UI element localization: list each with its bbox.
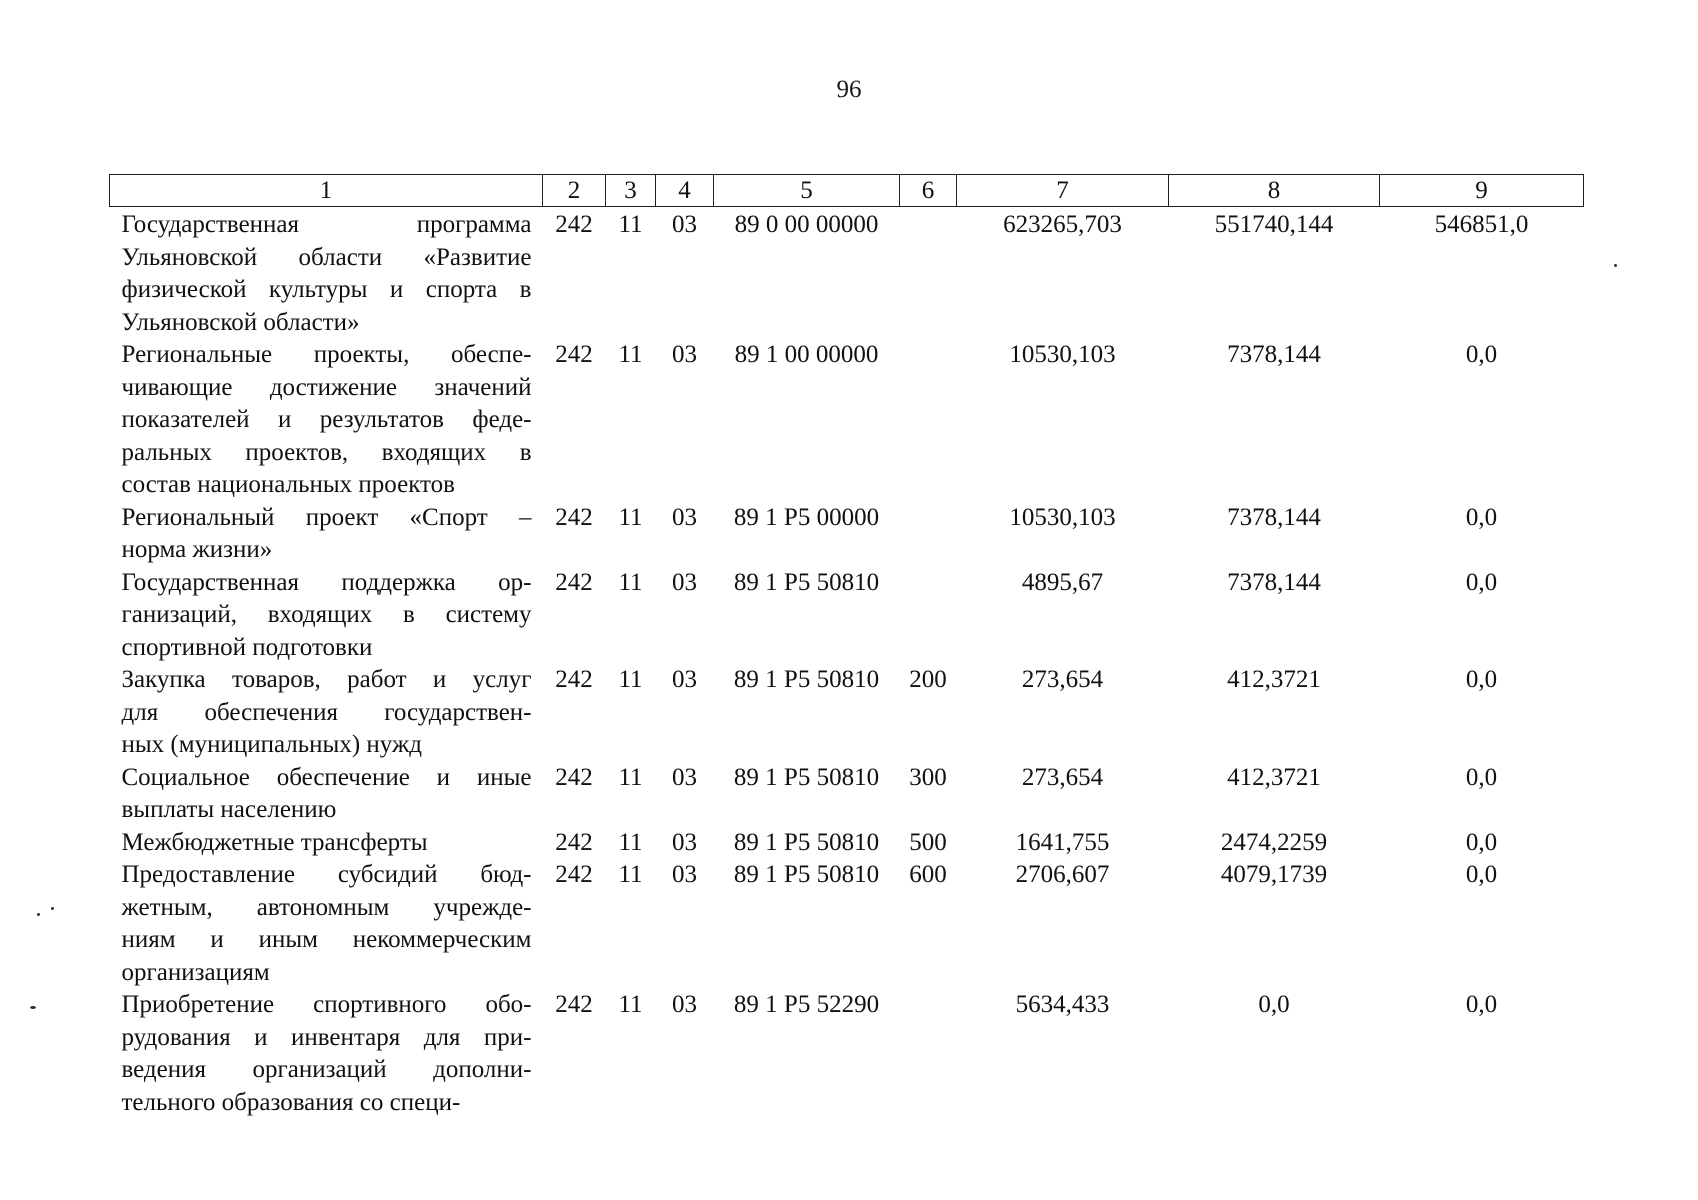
cell-col-2: 242 <box>555 861 593 888</box>
row-name <box>110 762 543 827</box>
cell-col-5: 89 1 P5 50810 <box>733 763 880 791</box>
cell-col-6: 200 <box>909 666 947 693</box>
cell-col-2: 242 <box>555 211 593 238</box>
cell-col-9: 0,0 <box>1465 341 1498 368</box>
row-name-line: чивающие достижение значений <box>121 373 532 401</box>
cell-col-8: 7378,144 <box>1227 341 1321 368</box>
row-name-line: Закупка товаров, работ и услуг <box>121 666 532 693</box>
cell-col-4: 03 <box>672 991 697 1018</box>
table-row <box>110 762 1584 827</box>
row-name-line: норма жизни» <box>121 536 273 563</box>
cell-col-7: 10530,103 <box>1009 503 1116 531</box>
cell-col-4: 03 <box>672 211 697 238</box>
table-row <box>110 567 1584 665</box>
cell-col-3: 11 <box>618 763 643 791</box>
row-name <box>110 567 543 665</box>
table-row <box>110 502 1584 567</box>
cell-col-3: 11 <box>618 568 643 596</box>
scan-speck <box>51 907 54 910</box>
row-name-line: Ульяновской области «Развитие <box>121 243 532 271</box>
row-name-line: показателей и результатов феде- <box>121 406 532 433</box>
cell-col-3: 11 <box>618 828 643 856</box>
cell-col-6: 500 <box>909 828 947 856</box>
row-name-line: Социальное обеспечение и иные <box>121 763 532 791</box>
header-cell-7: 7 <box>957 175 1169 207</box>
row-name <box>110 664 543 762</box>
cell-col-9: 0,0 <box>1465 991 1498 1018</box>
cell-col-6 <box>900 989 957 1119</box>
cell-col-4: 03 <box>672 503 697 531</box>
cell-col-7: 2706,607 <box>1015 861 1110 888</box>
cell-col-5: 89 1 P5 50810 <box>733 861 880 888</box>
row-name-line: ральных проектов, входящих в <box>121 438 532 466</box>
scan-speck <box>30 1006 36 1009</box>
row-name-line: рудования и инвентаря для при- <box>121 1023 532 1051</box>
page-number: 96 <box>836 76 862 103</box>
cell-col-3: 11 <box>618 341 643 368</box>
cell-col-3: 11 <box>618 666 643 693</box>
cell-col-6: 300 <box>909 763 947 791</box>
row-name-line: ных (муниципальных) нужд <box>121 731 422 758</box>
cell-col-5: 89 1 00 00000 <box>734 341 879 368</box>
table-row <box>110 207 1584 340</box>
row-name-line: Приобретение спортивного обо- <box>121 991 532 1018</box>
cell-col-6 <box>900 502 957 567</box>
cell-col-4: 03 <box>672 861 697 888</box>
row-name-line: Предоставление субсидий бюд- <box>121 861 532 888</box>
cell-col-8: 412,3721 <box>1227 763 1321 791</box>
row-name <box>110 339 543 502</box>
row-name-line: Государственная программа <box>121 211 532 238</box>
header-cell-1: 1 <box>110 175 543 207</box>
row-name <box>110 859 543 989</box>
scan-speck <box>1614 264 1617 267</box>
cell-col-2: 242 <box>555 666 593 693</box>
cell-col-8: 7378,144 <box>1227 503 1321 531</box>
cell-col-8: 7378,144 <box>1227 568 1321 596</box>
header-cell-9: 9 <box>1380 175 1584 207</box>
row-name-line: Региональный проект «Спорт – <box>121 503 532 531</box>
cell-col-7: 5634,433 <box>1015 991 1110 1018</box>
row-name <box>110 207 543 340</box>
budget-table <box>109 174 1584 1119</box>
row-name-line: спортивной подготовки <box>121 633 373 661</box>
header-cell-8: 8 <box>1169 175 1380 207</box>
header-cell-3: 3 <box>606 175 656 207</box>
cell-col-2: 242 <box>555 763 593 791</box>
cell-col-5: 89 1 P5 50810 <box>733 666 880 693</box>
cell-col-9: 0,0 <box>1465 828 1498 856</box>
cell-col-2: 242 <box>555 828 593 856</box>
cell-col-5: 89 0 00 00000 <box>734 211 879 238</box>
cell-col-6: 600 <box>909 861 947 888</box>
header-cell-2: 2 <box>543 175 606 207</box>
row-name <box>110 989 543 1119</box>
table-row <box>110 989 1584 1119</box>
row-name-line: жетным, автономным учрежде- <box>121 893 532 921</box>
header-cell-5: 5 <box>714 175 900 207</box>
cell-col-5: 89 1 P5 50810 <box>733 828 880 856</box>
cell-col-2: 242 <box>555 991 593 1018</box>
cell-col-8: 0,0 <box>1258 991 1290 1018</box>
cell-col-4: 03 <box>672 828 697 856</box>
row-name-line: Ульяновской области» <box>121 308 360 336</box>
cell-col-3: 11 <box>618 861 643 888</box>
cell-col-9: 0,0 <box>1465 763 1498 791</box>
cell-col-6 <box>900 339 957 502</box>
cell-col-8: 2474,2259 <box>1220 828 1328 856</box>
row-name-line: Межбюджетные трансферты <box>121 828 428 856</box>
cell-col-3: 11 <box>618 503 643 531</box>
row-name <box>110 502 543 567</box>
cell-col-9: 0,0 <box>1465 861 1498 888</box>
header-row <box>110 175 1584 207</box>
row-name-line: ниям и иным некоммерческим <box>121 926 532 953</box>
table-row <box>110 827 1584 860</box>
row-name-line: ведения организаций дополни- <box>121 1056 532 1083</box>
table-header <box>110 175 1584 207</box>
table-body <box>110 207 1584 1120</box>
header-cell-4: 4 <box>656 175 714 207</box>
table-row <box>110 339 1584 502</box>
cell-col-5: 89 1 P5 52290 <box>733 991 880 1018</box>
row-name-line: физической культуры и спорта в <box>121 276 532 303</box>
cell-col-6 <box>900 567 957 665</box>
row-name-line: состав национальных проектов <box>121 471 455 498</box>
scan-speck <box>37 913 40 916</box>
cell-col-7: 1641,755 <box>1015 828 1110 856</box>
cell-col-3: 11 <box>618 991 643 1018</box>
cell-col-6 <box>900 207 957 340</box>
cell-col-9: 546851,0 <box>1434 211 1529 238</box>
cell-col-3: 11 <box>618 211 643 238</box>
cell-col-7: 273,654 <box>1021 763 1104 791</box>
cell-col-7: 273,654 <box>1021 666 1104 693</box>
cell-col-4: 03 <box>672 341 697 368</box>
cell-col-4: 03 <box>672 763 697 791</box>
row-name-line: тельного образования со специ- <box>121 1088 461 1116</box>
row-name-line: для обеспечения государствен- <box>121 698 532 726</box>
cell-col-9: 0,0 <box>1465 503 1498 531</box>
budget-table-container <box>109 174 1583 1119</box>
cell-col-4: 03 <box>672 666 697 693</box>
cell-col-8: 412,3721 <box>1227 666 1321 693</box>
cell-col-2: 242 <box>555 568 593 596</box>
cell-col-7: 4895,67 <box>1021 568 1104 596</box>
cell-col-4: 03 <box>672 568 697 596</box>
cell-col-2: 242 <box>555 341 593 368</box>
cell-col-8: 4079,1739 <box>1220 861 1328 888</box>
cell-col-2: 242 <box>555 503 593 531</box>
row-name-line: Государственная поддержка ор- <box>121 568 532 596</box>
cell-col-9: 0,0 <box>1465 666 1498 693</box>
row-name-line: ганизаций, входящих в систему <box>121 601 532 628</box>
cell-col-5: 89 1 P5 00000 <box>733 503 880 531</box>
row-name-line: организациям <box>121 958 270 986</box>
cell-col-7: 10530,103 <box>1009 341 1116 368</box>
cell-col-7: 623265,703 <box>1003 211 1122 238</box>
table-row <box>110 664 1584 762</box>
cell-col-5: 89 1 P5 50810 <box>733 568 880 596</box>
table-row <box>110 859 1584 989</box>
cell-col-8: 551740,144 <box>1214 211 1334 238</box>
cell-col-9: 0,0 <box>1465 568 1498 596</box>
row-name-line: выплаты населению <box>121 796 337 823</box>
header-cell-6: 6 <box>900 175 957 207</box>
row-name <box>110 827 543 860</box>
row-name-line: Региональные проекты, обеспе- <box>121 341 532 368</box>
